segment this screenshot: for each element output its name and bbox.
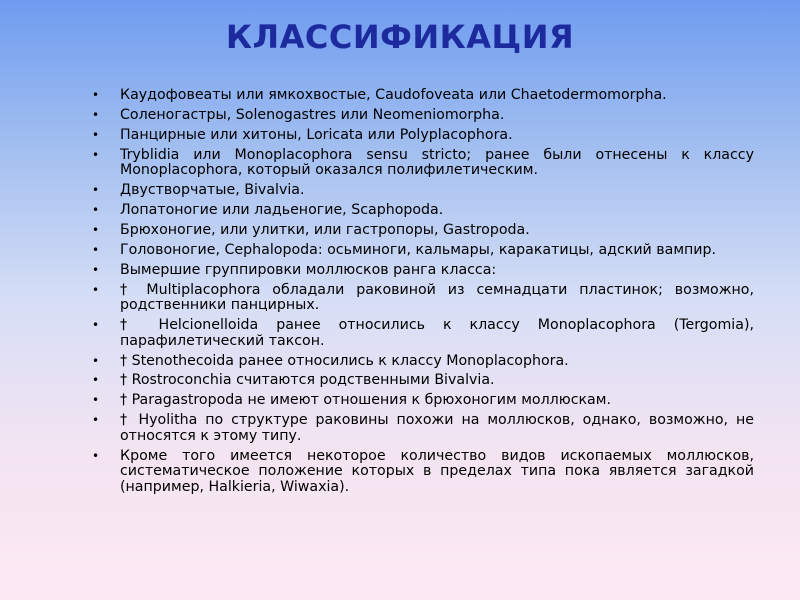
list-item xyxy=(92,108,754,124)
list-item-text: Головоногие, Cephalopoda: осьминоги, кальмары, каракатицы, адский вампир. xyxy=(120,241,717,258)
list-item xyxy=(92,243,754,259)
list-item-text: Брюхоногие, или улитки, или гастропоры, Gastropoda. xyxy=(120,221,530,238)
list-item xyxy=(92,148,754,179)
classification-list xyxy=(92,88,754,500)
bullet-icon: • xyxy=(92,242,100,257)
list-item-text: Tryblidia или Monoplacophora sensu stricto; ранее были отнесены к классу Monoplacophora, который оказался полифилетическим. xyxy=(120,146,754,179)
list-item xyxy=(92,413,754,444)
bullet-icon: • xyxy=(92,413,100,428)
bullet-icon: • xyxy=(92,88,100,102)
bullet-icon: • xyxy=(92,127,100,142)
list-item-text: Соленогастры, Solenogastres или Neomeniomorpha. xyxy=(120,106,505,123)
list-item-text: † Stenothecoida ранее относились к классу Monoplacophora. xyxy=(120,352,569,369)
list-item xyxy=(92,183,754,199)
list-item-text: † Multiplacophora обладали раковиной из семнадцати пластинок; возможно, родственники панцирных. xyxy=(120,281,754,314)
bullet-icon: • xyxy=(92,393,100,408)
list-item xyxy=(92,128,754,144)
list-item xyxy=(92,373,754,389)
list-item xyxy=(92,223,754,239)
bullet-icon: • xyxy=(92,373,100,388)
list-item-text: Кроме того имеется некоторое количество видов ископаемых моллюсков, систематическое положение которых в пределах типа пока является загадкой (например, Halkieria, Wiwaxia). xyxy=(120,447,754,495)
list-item-text: † Hyolitha по структуре раковины похожи на моллюсков, однако, возможно, не относятся к этому типу. xyxy=(120,412,754,444)
list-item xyxy=(92,318,754,349)
bullet-icon: • xyxy=(92,147,100,162)
bullet-icon: • xyxy=(92,353,100,368)
list-item-text: Панцирные или хитоны, Loricata или Polyplacophora. xyxy=(120,126,513,143)
bullet-icon: • xyxy=(92,448,100,463)
bullet-icon: • xyxy=(92,203,100,218)
list-item xyxy=(92,88,754,104)
bullet-icon: • xyxy=(92,262,100,277)
list-item xyxy=(92,393,754,409)
slide-title: КЛАССИФИКАЦИЯ xyxy=(225,18,575,56)
list-item xyxy=(92,283,754,314)
list-item-text: † Rostroconchia считаются родственными Bivalvia. xyxy=(120,372,495,389)
list-item xyxy=(92,354,754,370)
list-item-text: Вымершие группировки моллюсков ранга класса: xyxy=(120,261,497,278)
list-item-text: Каудофовеаты или ямкохвостые, Caudofoveata или Chaetodermomorpha. xyxy=(120,87,667,103)
bullet-icon: • xyxy=(92,107,100,122)
bullet-icon: • xyxy=(92,222,100,237)
list-item-text: Двустворчатые, Bivalvia. xyxy=(120,182,305,199)
list-item-text: † Paragastropoda не имеют отношения к брюхоногим моллюскам. xyxy=(120,392,611,409)
list-item xyxy=(92,449,754,496)
list-item-text: † Helcionelloida ранее относились к классу Monoplacophora (Tergomia), парафилетический таксон. xyxy=(120,317,754,349)
bullet-icon: • xyxy=(92,282,100,297)
list-item xyxy=(92,203,754,219)
bullet-icon: • xyxy=(92,318,100,333)
list-item-text: Лопатоногие или ладьеногие, Scaphopoda. xyxy=(120,202,444,219)
list-item xyxy=(92,263,754,279)
bullet-icon: • xyxy=(92,183,100,198)
